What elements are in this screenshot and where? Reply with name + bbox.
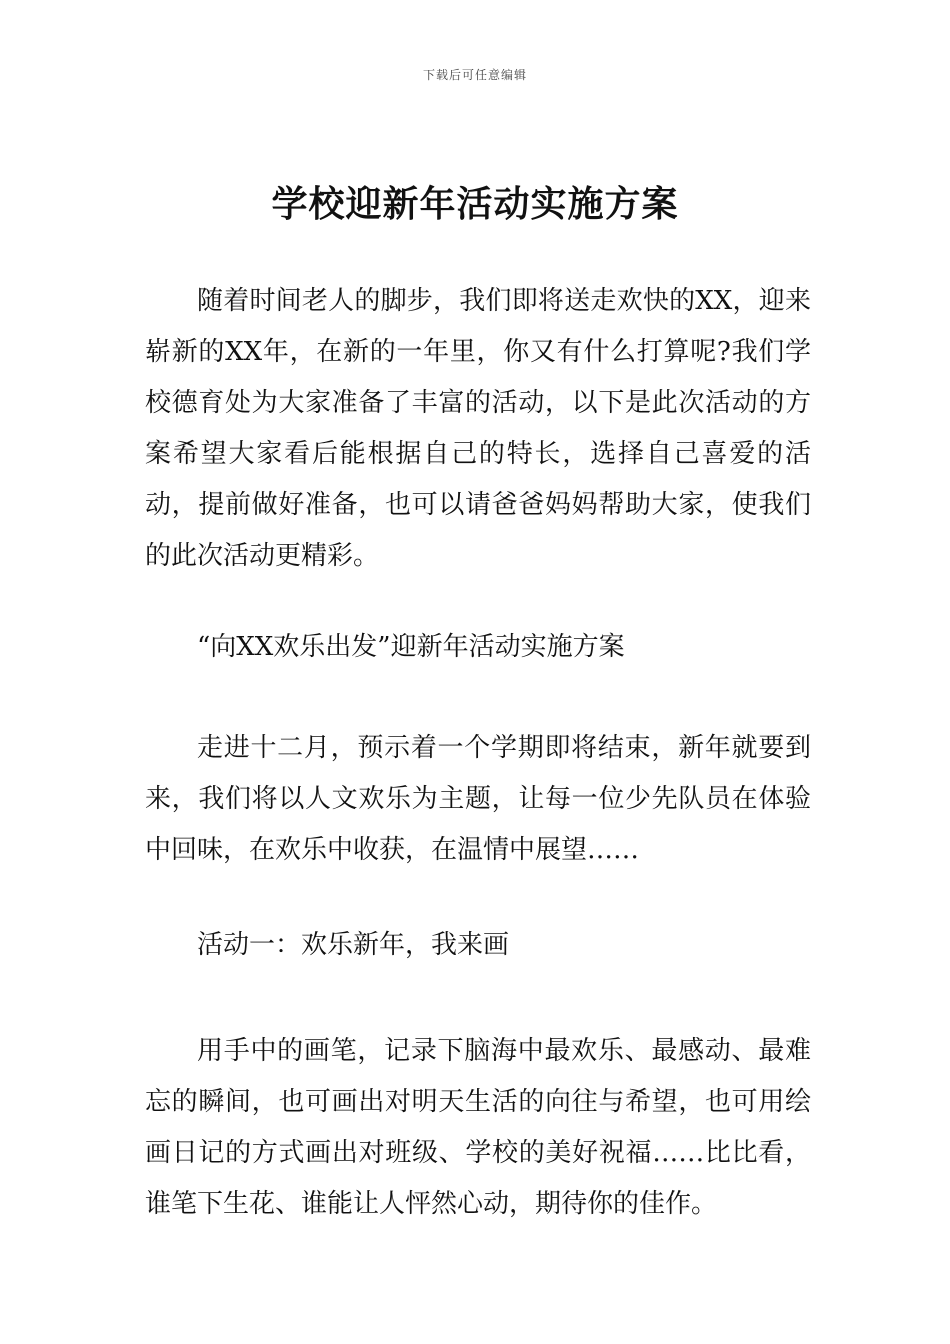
activity-one-heading: 活动一：欢乐新年，我来画 — [197, 930, 510, 960]
plan-heading: “向XX欢乐出发”迎新年活动实施方案 — [197, 632, 625, 662]
header-note: 下载后可任意编辑 — [422, 68, 527, 82]
document-title: 学校迎新年活动实施方案 — [271, 184, 679, 225]
activity-one-paragraph: 用手中的画笔，记录下脑海中最欢乐、最感动、最难忘的瞬间，也可画出对明天生活的向往与希望，也可用绘画日记的方式画出对班级、学校的美好祝福……比比看，谁笔下生花、谁能让人怦然心动，期待你的佳作。 — [145, 1036, 811, 1219]
december-paragraph: 走进十二月，预示着一个学期即将结束，新年就要到来，我们将以人文欢乐为主题，让每一位少先队员在体验中回味，在欢乐中收获，在温情中展望…… — [145, 733, 811, 865]
intro-paragraph: 随着时间老人的脚步，我们即将送走欢快的XX，迎来崭新的XX年，在新的一年里，你又有什么打算呢?我们学校德育处为大家准备了丰富的活动，以下是此次活动的方案希望大家看后能根据自己的特长，选择自己喜爱的活动，提前做好准备，也可以请爸爸妈妈帮助大家，使我们的此次活动更精彩。 — [145, 286, 811, 571]
